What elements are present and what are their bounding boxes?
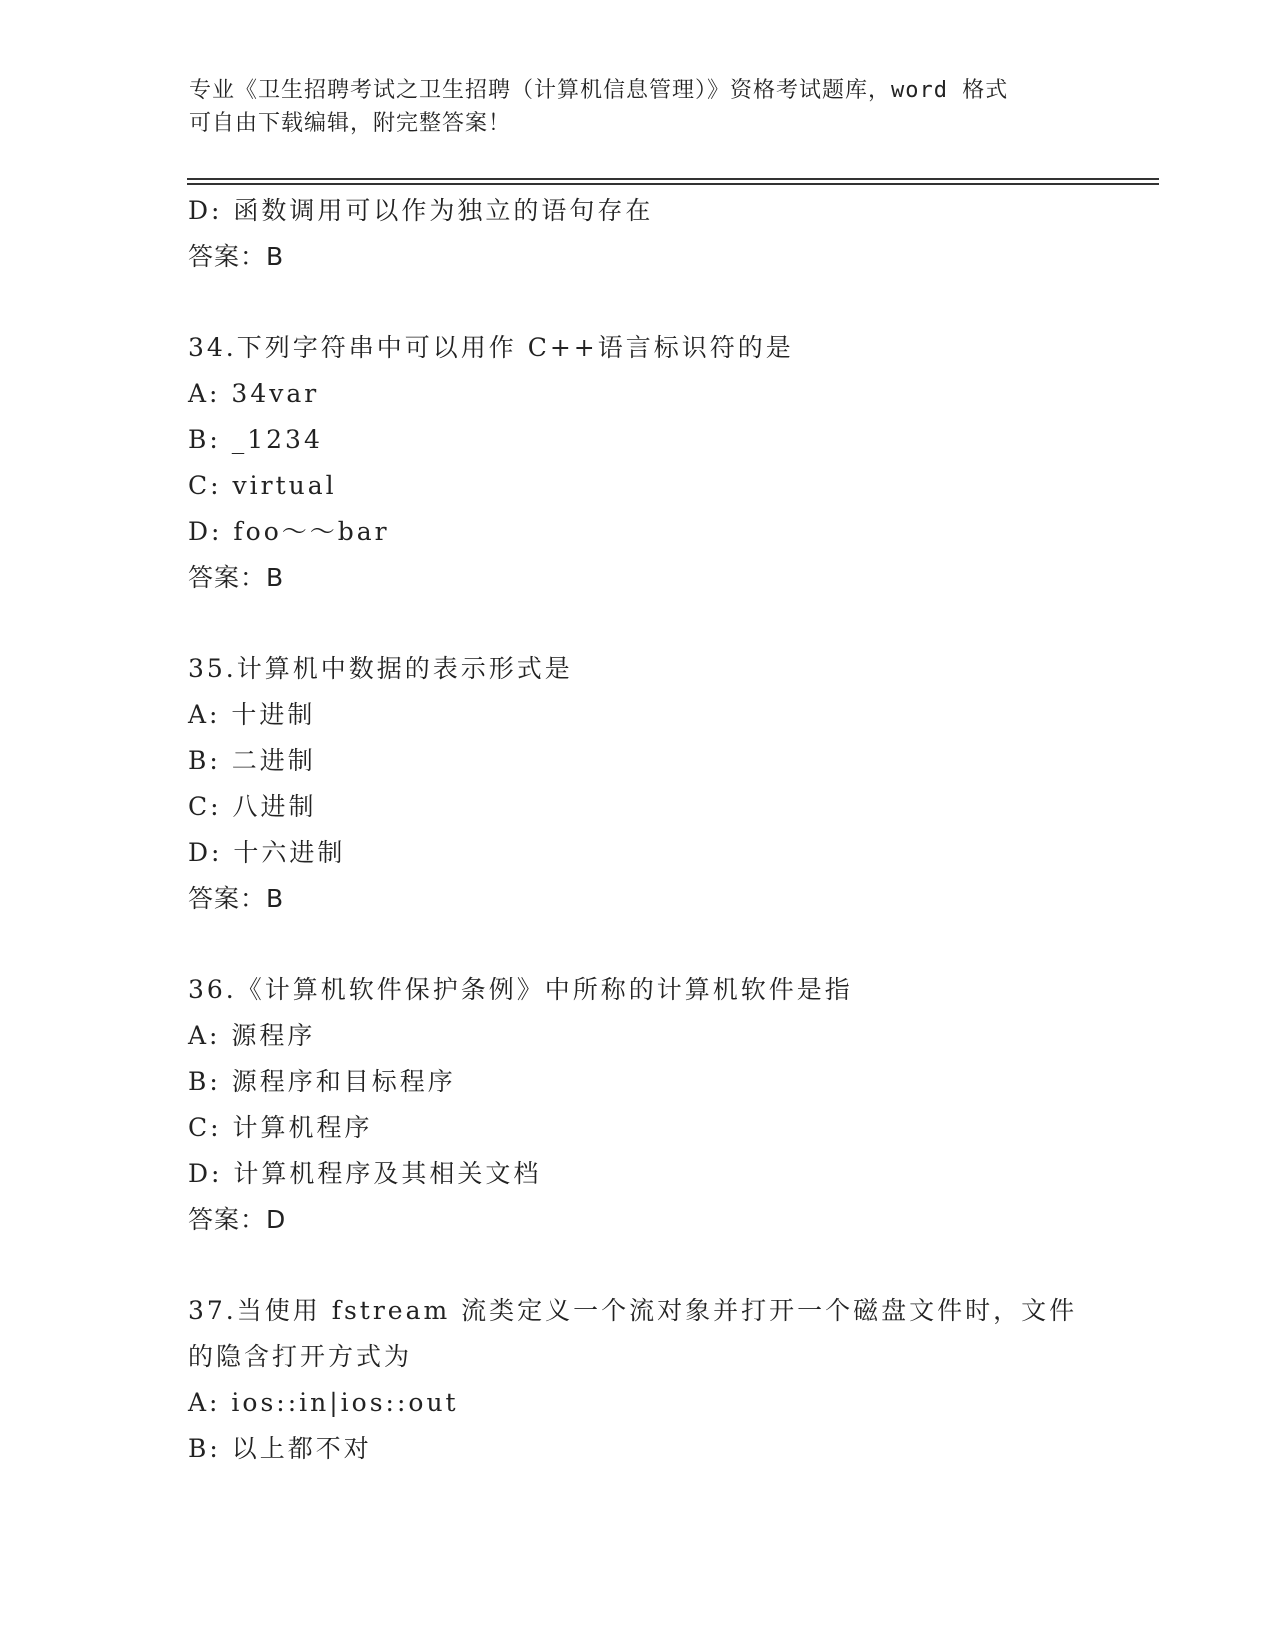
- option-d: D: 计算机程序及其相关文档: [188, 1159, 542, 1188]
- spacer: [188, 1243, 1148, 1288]
- option-a: A: 源程序: [188, 1021, 316, 1050]
- spacer: [188, 922, 1148, 967]
- header-rule-top: [187, 178, 1159, 180]
- option-b: B: _1234: [188, 425, 323, 454]
- answer: 答案：B: [188, 563, 285, 592]
- question-stem-line-1: 37.当使用 fstream 流类定义一个流对象并打开一个磁盘文件时，文件: [188, 1296, 1078, 1325]
- question-35: [188, 646, 1148, 922]
- answer: 答案：D: [188, 1205, 287, 1234]
- answer: 答案：B: [188, 884, 285, 913]
- prev-option-d: D: 函数调用可以作为独立的语句存在: [188, 196, 654, 225]
- option-c: C: 八进制: [188, 792, 317, 821]
- question-list: [188, 188, 1148, 1472]
- option-a: A: ios::in|ios::out: [188, 1388, 459, 1417]
- header-line-1: 专业《卫生招聘考试之卫生招聘（计算机信息管理）》资格考试题库，word 格式: [189, 78, 1009, 103]
- option-b: B: 以上都不对: [188, 1434, 372, 1463]
- spacer: [188, 280, 1148, 325]
- question-stem: 35.计算机中数据的表示形式是: [188, 654, 573, 683]
- option-a: A: 十进制: [188, 700, 316, 729]
- question-34: [188, 325, 1148, 601]
- option-c: C: virtual: [188, 471, 337, 500]
- question-36: [188, 967, 1148, 1243]
- question-stem: 36.《计算机软件保护条例》中所称的计算机软件是指: [188, 975, 853, 1004]
- question-37: [188, 1288, 1148, 1472]
- header-line-2: 可自由下载编辑，附完整答案！: [189, 111, 512, 136]
- document-header: [189, 74, 1089, 140]
- option-b: B: 二进制: [188, 746, 316, 775]
- option-c: C: 计算机程序: [188, 1113, 373, 1142]
- option-d: D: 十六进制: [188, 838, 346, 867]
- option-b: B: 源程序和目标程序: [188, 1067, 456, 1096]
- prev-answer: 答案：B: [188, 242, 285, 271]
- header-rule-bottom: [187, 183, 1159, 185]
- spacer: [188, 601, 1148, 646]
- option-a: A: 34var: [188, 379, 320, 408]
- option-d: D: foo～～bar: [188, 517, 390, 546]
- question-stem-line-2: 的隐含打开方式为: [188, 1342, 413, 1371]
- question-stem: 34.下列字符串中可以用作 C++语言标识符的是: [188, 333, 794, 362]
